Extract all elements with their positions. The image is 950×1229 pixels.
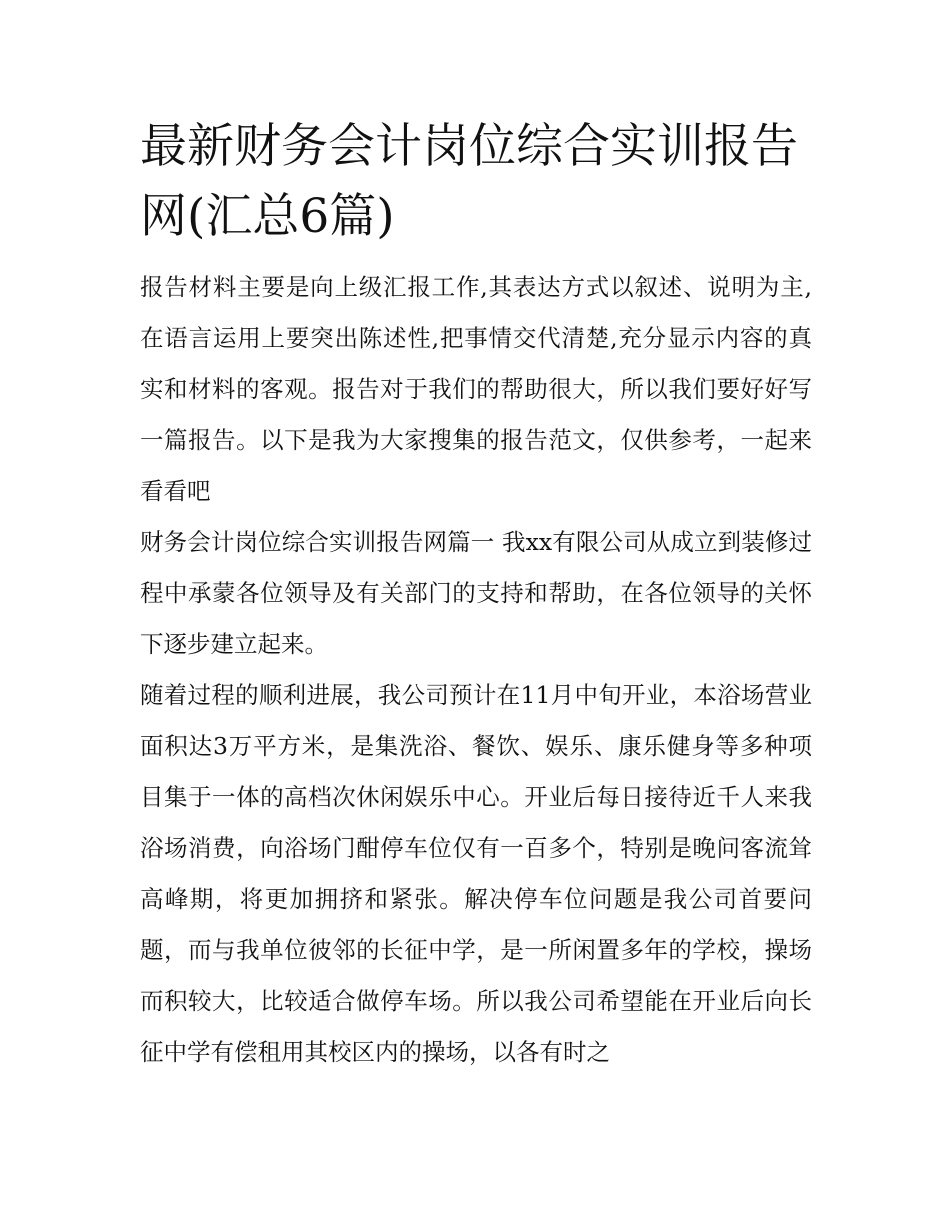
document-body	[140, 112, 812, 1078]
body-paragraph: 随着过程的顺利进展，我公司预计在11月中旬开业，本浴场营业面积达3万平方米，是集洗浴、餐饮、娱乐、康乐健身等多种项目集于一体的高档次休闲娱乐中心。开业后每日接待近千人来我浴场消费，向浴场门酣停车位仅有一百多个，特别是晚问客流耸高峰期，将更加拥挤和紧张。解决停车位问题是我公司首要问题，而与我单位彼邻的长征中学，是一所闲置多年的学校，操场而积较大，比较适合做停车场。所以我公司希望能在开业后向长征中学有偿租用其校区内的操场，以各有时之	[140, 681, 812, 1066]
intro-paragraph: 报告材料主要是向上级汇报工作,其表达方式以叙述、说明为主,在语言运用上要突出陈述性,把事情交代清楚,充分显示内容的真实和材料的客观。报告对于我们的帮助很大，所以我们要好好写一篇报告。以下是我为大家搜集的报告范文，仅供参考，一起来看看吧	[140, 273, 812, 505]
section-one-paragraph: 财务会计岗位综合实训报告网篇一 我xx有限公司从成立到装修过程中承蒙各位领导及有关部门的支持和帮助，在各位领导的关怀下逐步建立起来。	[140, 528, 812, 658]
document-title: 最新财务会计岗位综合实训报告网(汇总6篇)	[140, 119, 798, 244]
